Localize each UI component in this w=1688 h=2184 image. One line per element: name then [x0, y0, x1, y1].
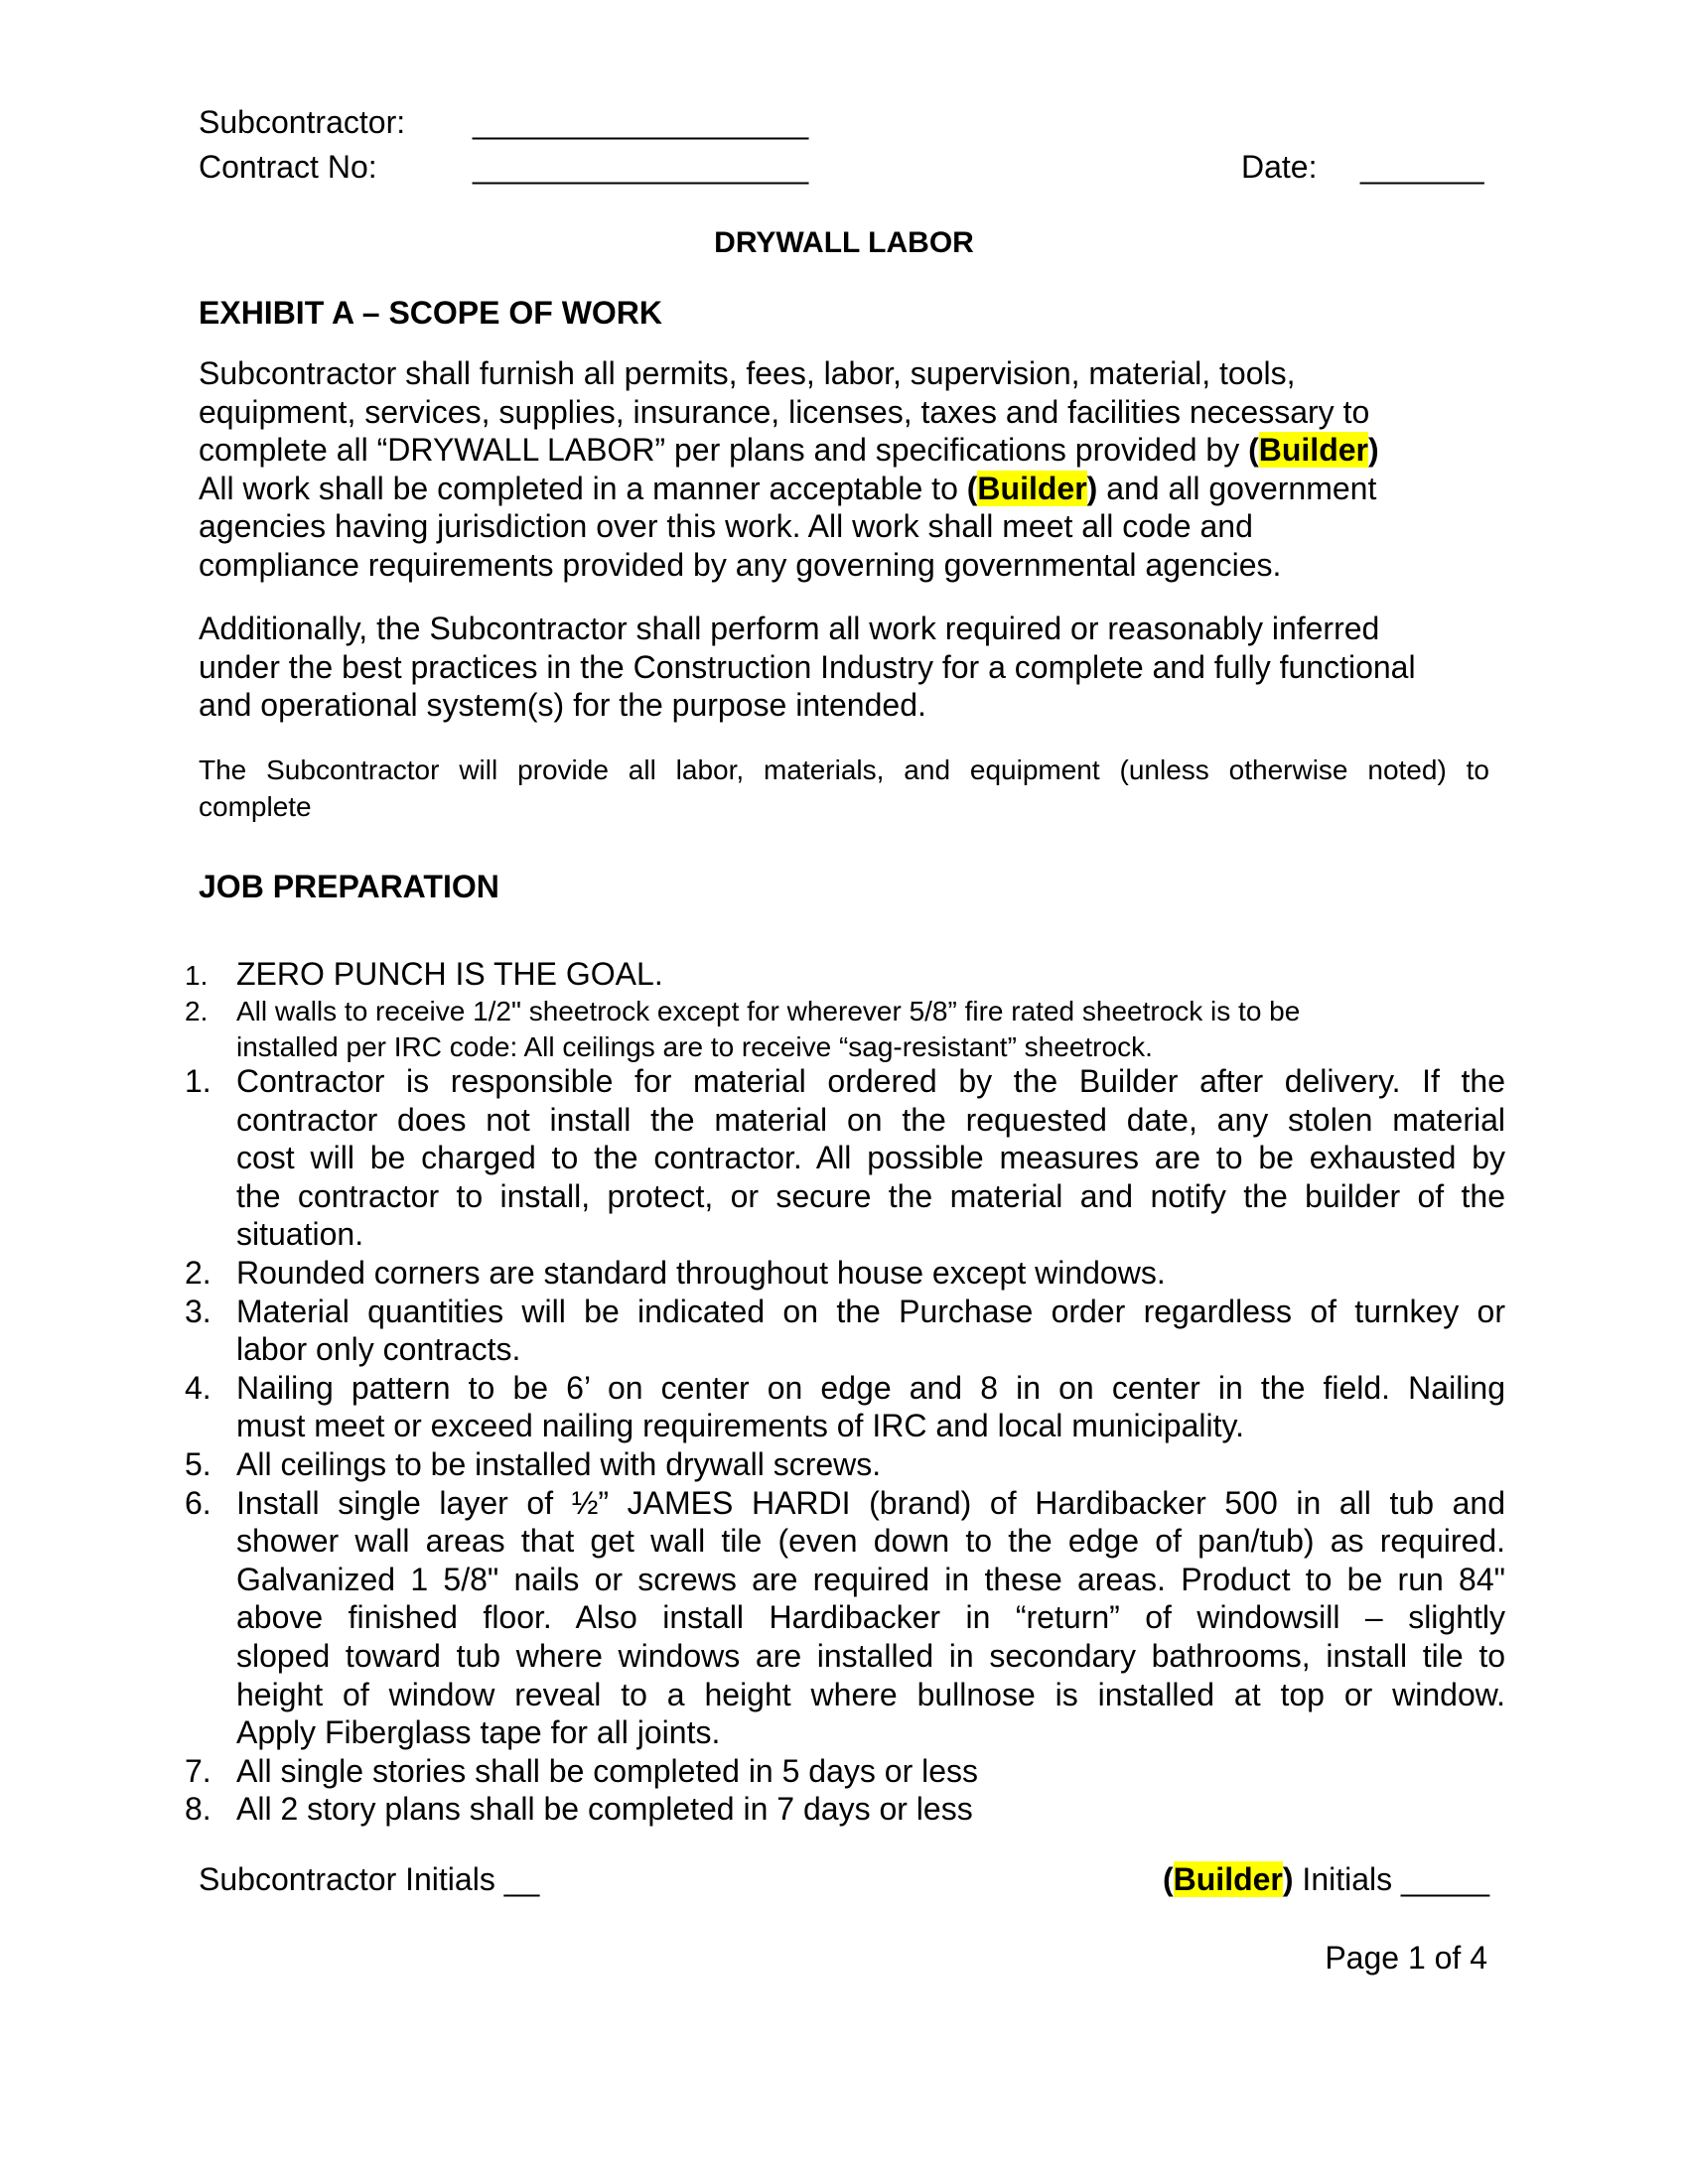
list-item: 5. All ceilings to be installed with drywall screws. — [185, 1445, 882, 1482]
job-prep-list-b — [185, 1062, 1505, 1829]
list-item: 4. Nailing pattern to be 6’ on center on edge and 8 in on center in the field. Nailing must meet or exceed nailing requirements of IRC and local municipality. — [185, 1369, 1505, 1444]
subcontractor-blank[interactable]: ___________________ — [473, 104, 809, 140]
provide-line: complete — [199, 791, 312, 822]
scope-line: agencies having jurisdiction over this work. All work shall meet all code and — [199, 508, 1253, 544]
additionally-line: under the best practices in the Construction Industry for a complete and fully functional — [199, 648, 1416, 685]
provide-line: The Subcontractor will provide all labor, materials, and equipment (unless otherwise noted) to — [199, 754, 1489, 785]
additionally-paragraph — [199, 610, 1489, 725]
builder-placeholder: (Builder) — [1248, 432, 1379, 468]
scope-line: equipment, services, supplies, insurance, licenses, taxes and facilities necessary to — [199, 393, 1370, 430]
subcontractor-label: Subcontractor: — [199, 104, 406, 140]
document-title: DRYWALL LABOR — [714, 226, 974, 259]
list-item: 6. Install single layer of ½” JAMES HARDI (brand) of Hardibacker 500 in all tub and shower wall areas that get wall tile (even down to the edge of pan/tub) as required. Galvanized 1 5/8" nails or screws are required in these areas. Product to be run 84" above finished floor. Also install Hardibacker in “return” of windowsill – slightly sloped toward tub where windows are installed in secondary bathrooms, install tile to height of window reveal to a height where bullnose is installed at top or window. Apply Fiberglass tape for all joints. — [185, 1484, 1505, 1751]
date-blank[interactable]: _______ — [1360, 149, 1484, 185]
list-item: 1. ZERO PUNCH IS THE GOAL. — [185, 956, 663, 992]
subcontractor-initials[interactable]: Subcontractor Initials __ — [199, 1861, 540, 1897]
date-label: Date: — [1241, 149, 1318, 185]
builder-placeholder: (Builder) — [1162, 1861, 1294, 1897]
list-item: 2. All walls to receive 1/2" sheetrock except for wherever 5/8” fire rated sheetrock is to be installed per IRC code: All ceilings are to receive “sag-resistant” sheetrock. — [185, 995, 1301, 1062]
scope-line: compliance requirements provided by any governing governmental agencies. — [199, 546, 1282, 583]
scope-line: Subcontractor shall furnish all permits, fees, labor, supervision, material, tools, — [199, 355, 1296, 391]
list-item: 8. All 2 story plans shall be completed in 7 days or less — [185, 1791, 973, 1828]
additionally-line: Additionally, the Subcontractor shall perform all work required or reasonably inferred — [199, 611, 1380, 646]
scope-line: complete all “DRYWALL LABOR” per plans and specifications provided by (Builder) — [199, 432, 1379, 468]
page-number: Page 1 of 4 — [1325, 1940, 1487, 1976]
exhibit-heading: EXHIBIT A – SCOPE OF WORK — [199, 295, 662, 331]
provide-paragraph — [199, 751, 1489, 825]
builder-placeholder: (Builder) — [966, 470, 1098, 506]
list-item: 2. Rounded corners are standard throughout house except windows. — [185, 1254, 1166, 1291]
list-item: 7. All single stories shall be completed in 5 days or less — [185, 1752, 979, 1789]
builder-initials[interactable]: (Builder) Initials _____ — [1162, 1861, 1489, 1897]
additionally-line: and operational system(s) for the purpose intended. — [199, 687, 926, 723]
scope-line: All work shall be completed in a manner acceptable to (Builder) and all government — [199, 470, 1377, 506]
list-item: 3. Material quantities will be indicated on the Purchase order regardless of turnkey or labor only contracts. — [185, 1293, 1505, 1368]
list-item: 1. Contractor is responsible for material ordered by the Builder after delivery. If the contractor does not install the material on the requested date, any stolen material cost will be charged to the contractor. All possible measures are to be exhausted by the contractor to install, protect, or secure the material and notify the builder of the situation. — [185, 1063, 1505, 1253]
contract-label: Contract No: — [199, 149, 377, 185]
scope-paragraph — [199, 354, 1489, 584]
job-prep-heading: JOB PREPARATION — [199, 869, 499, 904]
contract-blank[interactable]: ___________________ — [473, 149, 809, 185]
job-prep-list-a — [185, 955, 1505, 1065]
